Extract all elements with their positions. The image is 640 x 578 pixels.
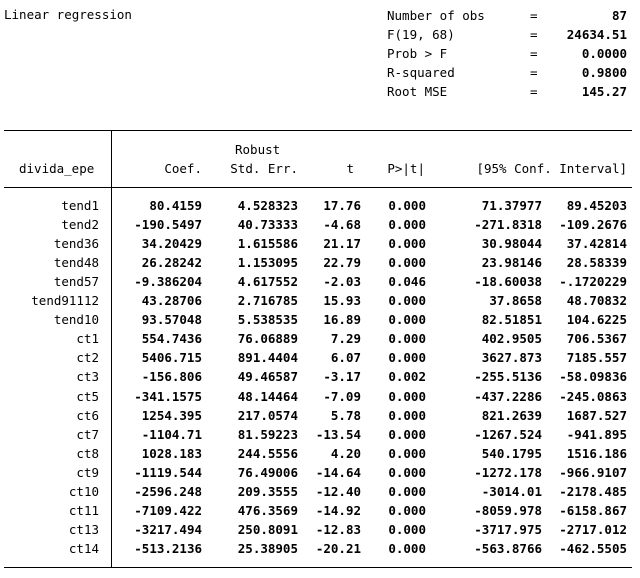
stat-value: 24634.51 <box>566 27 627 42</box>
t-cell: 6.07 <box>330 350 361 365</box>
row-variable-name: tend1 <box>61 198 99 213</box>
se-cell: 81.59223 <box>237 427 298 442</box>
t-cell: -14.92 <box>315 503 361 518</box>
se-cell: 209.3555 <box>237 484 298 499</box>
stat-value: 87 <box>611 8 627 23</box>
se-cell: 244.5556 <box>237 446 298 461</box>
coef-cell: -341.1575 <box>134 389 202 404</box>
stat-label: Root MSE <box>387 84 448 99</box>
t-cell: 5.78 <box>330 408 361 423</box>
ci-lower-cell: 540.1795 <box>481 446 542 461</box>
p-cell: 0.000 <box>388 503 426 518</box>
row-variable-name: ct3 <box>76 369 99 384</box>
coef-cell: -3217.494 <box>134 522 202 537</box>
se-cell: 4.528323 <box>237 198 298 213</box>
stat-label: Prob > F <box>387 46 448 61</box>
coef-cell: -1104.71 <box>141 427 202 442</box>
t-cell: -2.03 <box>323 274 361 289</box>
stat-equals: = <box>530 46 538 61</box>
t-cell: 4.20 <box>330 446 361 461</box>
coef-cell: -7109.422 <box>134 503 202 518</box>
p-cell: 0.000 <box>388 484 426 499</box>
coef-cell: 93.57048 <box>141 312 202 327</box>
stat-equals: = <box>530 84 538 99</box>
ci-lower-cell: 821.2639 <box>481 408 542 423</box>
ci-lower-cell: -255.5136 <box>474 369 542 384</box>
coef-cell: -190.5497 <box>134 217 202 232</box>
se-cell: 1.153095 <box>237 255 298 270</box>
se-cell: 76.49006 <box>237 465 298 480</box>
se-header: Std. Err. <box>230 161 298 176</box>
t-cell: -20.21 <box>315 541 361 556</box>
table-divider <box>111 131 112 568</box>
row-variable-name: ct2 <box>76 350 99 365</box>
stat-equals: = <box>530 8 538 23</box>
p-cell: 0.000 <box>388 255 426 270</box>
se-cell: 4.617552 <box>237 274 298 289</box>
row-variable-name: tend2 <box>61 217 99 232</box>
stat-equals: = <box>530 27 538 42</box>
ci-lower-cell: 23.98146 <box>481 255 542 270</box>
ci-lower-cell: -271.8318 <box>474 217 542 232</box>
t-cell: -12.83 <box>315 522 361 537</box>
row-variable-name: ct7 <box>76 427 99 442</box>
ci-upper-cell: -.1720229 <box>559 274 627 289</box>
ci-upper-cell: -58.09836 <box>559 369 627 384</box>
p-cell: 0.000 <box>388 389 426 404</box>
output-title: Linear regression <box>4 7 132 22</box>
ci-lower-cell: 37.8658 <box>489 293 542 308</box>
table-header-rule <box>4 187 632 188</box>
row-variable-name: ct6 <box>76 408 99 423</box>
robust-header: Robust <box>235 142 281 157</box>
p-cell: 0.002 <box>388 369 426 384</box>
ci-upper-cell: -6158.867 <box>559 503 627 518</box>
ci-lower-cell: 71.37977 <box>481 198 542 213</box>
row-variable-name: ct8 <box>76 446 99 461</box>
row-variable-name: tend48 <box>53 255 99 270</box>
t-cell: -3.17 <box>323 369 361 384</box>
table-top-rule <box>4 130 632 131</box>
coef-cell: 1028.183 <box>141 446 202 461</box>
p-cell: 0.000 <box>388 427 426 442</box>
p-cell: 0.000 <box>388 465 426 480</box>
se-cell: 250.8091 <box>237 522 298 537</box>
row-variable-name: ct10 <box>68 484 99 499</box>
ci-upper-cell: 706.5367 <box>566 331 627 346</box>
ci-upper-cell: -462.5505 <box>559 541 627 556</box>
ci-upper-cell: 28.58339 <box>566 255 627 270</box>
se-cell: 48.14464 <box>237 389 298 404</box>
p-header: P>|t| <box>387 161 425 176</box>
ci-lower-cell: -1272.178 <box>474 465 542 480</box>
ci-lower-cell: -18.60038 <box>474 274 542 289</box>
coef-cell: 5406.715 <box>141 350 202 365</box>
ci-lower-cell: -8059.978 <box>474 503 542 518</box>
t-header: t <box>346 161 354 176</box>
coef-cell: -2596.248 <box>134 484 202 499</box>
depvar-header: divida_epe <box>19 161 95 176</box>
row-variable-name: tend10 <box>53 312 99 327</box>
stat-label: R-squared <box>387 65 455 80</box>
t-cell: -12.40 <box>315 484 361 499</box>
p-cell: 0.000 <box>388 408 426 423</box>
ci-upper-cell: -2717.012 <box>559 522 627 537</box>
t-cell: -4.68 <box>323 217 361 232</box>
ci-upper-cell: 37.42814 <box>566 236 627 251</box>
coef-cell: -513.2136 <box>134 541 202 556</box>
se-cell: 5.538535 <box>237 312 298 327</box>
p-cell: 0.000 <box>388 236 426 251</box>
t-cell: 7.29 <box>330 331 361 346</box>
ci-lower-cell: -3014.01 <box>481 484 542 499</box>
t-cell: -13.54 <box>315 427 361 442</box>
p-cell: 0.000 <box>388 331 426 346</box>
ci-header: [95% Conf. Interval] <box>476 161 627 176</box>
p-cell: 0.000 <box>388 312 426 327</box>
coef-cell: -9.386204 <box>134 274 202 289</box>
ci-upper-cell: 89.45203 <box>566 198 627 213</box>
ci-upper-cell: 104.6225 <box>566 312 627 327</box>
se-cell: 2.716785 <box>237 293 298 308</box>
t-cell: -14.64 <box>315 465 361 480</box>
table-bottom-rule <box>4 567 632 568</box>
t-cell: 22.79 <box>323 255 361 270</box>
coef-cell: -1119.544 <box>134 465 202 480</box>
ci-lower-cell: 82.51851 <box>481 312 542 327</box>
coef-cell: 34.20429 <box>141 236 202 251</box>
row-variable-name: tend91112 <box>31 293 99 308</box>
ci-lower-cell: -437.2286 <box>474 389 542 404</box>
se-cell: 40.73333 <box>237 217 298 232</box>
ci-upper-cell: 1687.527 <box>566 408 627 423</box>
ci-upper-cell: 7185.557 <box>566 350 627 365</box>
se-cell: 476.3569 <box>237 503 298 518</box>
stat-label: F(19, 68) <box>387 27 455 42</box>
ci-upper-cell: -2178.485 <box>559 484 627 499</box>
t-cell: 15.93 <box>323 293 361 308</box>
row-variable-name: ct11 <box>68 503 99 518</box>
p-cell: 0.000 <box>388 522 426 537</box>
coef-cell: 43.28706 <box>141 293 202 308</box>
row-variable-name: tend57 <box>53 274 99 289</box>
se-cell: 1.615586 <box>237 236 298 251</box>
ci-lower-cell: 3627.873 <box>481 350 542 365</box>
row-variable-name: ct13 <box>68 522 99 537</box>
p-cell: 0.000 <box>388 217 426 232</box>
stat-value: 0.9800 <box>581 65 627 80</box>
ci-lower-cell: 30.98044 <box>481 236 542 251</box>
se-cell: 891.4404 <box>237 350 298 365</box>
t-cell: -7.09 <box>323 389 361 404</box>
ci-lower-cell: -1267.524 <box>474 427 542 442</box>
ci-lower-cell: -3717.975 <box>474 522 542 537</box>
t-cell: 16.89 <box>323 312 361 327</box>
p-cell: 0.046 <box>388 274 426 289</box>
coef-cell: 26.28242 <box>141 255 202 270</box>
se-cell: 76.06889 <box>237 331 298 346</box>
row-variable-name: ct1 <box>76 331 99 346</box>
t-cell: 17.76 <box>323 198 361 213</box>
coef-cell: -156.806 <box>141 369 202 384</box>
ci-lower-cell: 402.9505 <box>481 331 542 346</box>
se-cell: 217.0574 <box>237 408 298 423</box>
p-cell: 0.000 <box>388 293 426 308</box>
row-variable-name: ct14 <box>68 541 99 556</box>
p-cell: 0.000 <box>388 541 426 556</box>
stat-equals: = <box>530 65 538 80</box>
stat-value: 145.27 <box>581 84 627 99</box>
stat-value: 0.0000 <box>581 46 627 61</box>
row-variable-name: ct9 <box>76 465 99 480</box>
se-cell: 49.46587 <box>237 369 298 384</box>
row-variable-name: tend36 <box>53 236 99 251</box>
ci-upper-cell: 48.70832 <box>566 293 627 308</box>
coef-cell: 80.4159 <box>149 198 202 213</box>
ci-upper-cell: -941.895 <box>566 427 627 442</box>
p-cell: 0.000 <box>388 198 426 213</box>
ci-upper-cell: -966.9107 <box>559 465 627 480</box>
row-variable-name: ct5 <box>76 389 99 404</box>
coef-cell: 554.7436 <box>141 331 202 346</box>
p-cell: 0.000 <box>388 350 426 365</box>
ci-upper-cell: -109.2676 <box>559 217 627 232</box>
p-cell: 0.000 <box>388 446 426 461</box>
t-cell: 21.17 <box>323 236 361 251</box>
coef-header: Coef. <box>164 161 202 176</box>
stat-label: Number of obs <box>387 8 485 23</box>
ci-upper-cell: 1516.186 <box>566 446 627 461</box>
coef-cell: 1254.395 <box>141 408 202 423</box>
se-cell: 25.38905 <box>237 541 298 556</box>
ci-lower-cell: -563.8766 <box>474 541 542 556</box>
ci-upper-cell: -245.0863 <box>559 389 627 404</box>
